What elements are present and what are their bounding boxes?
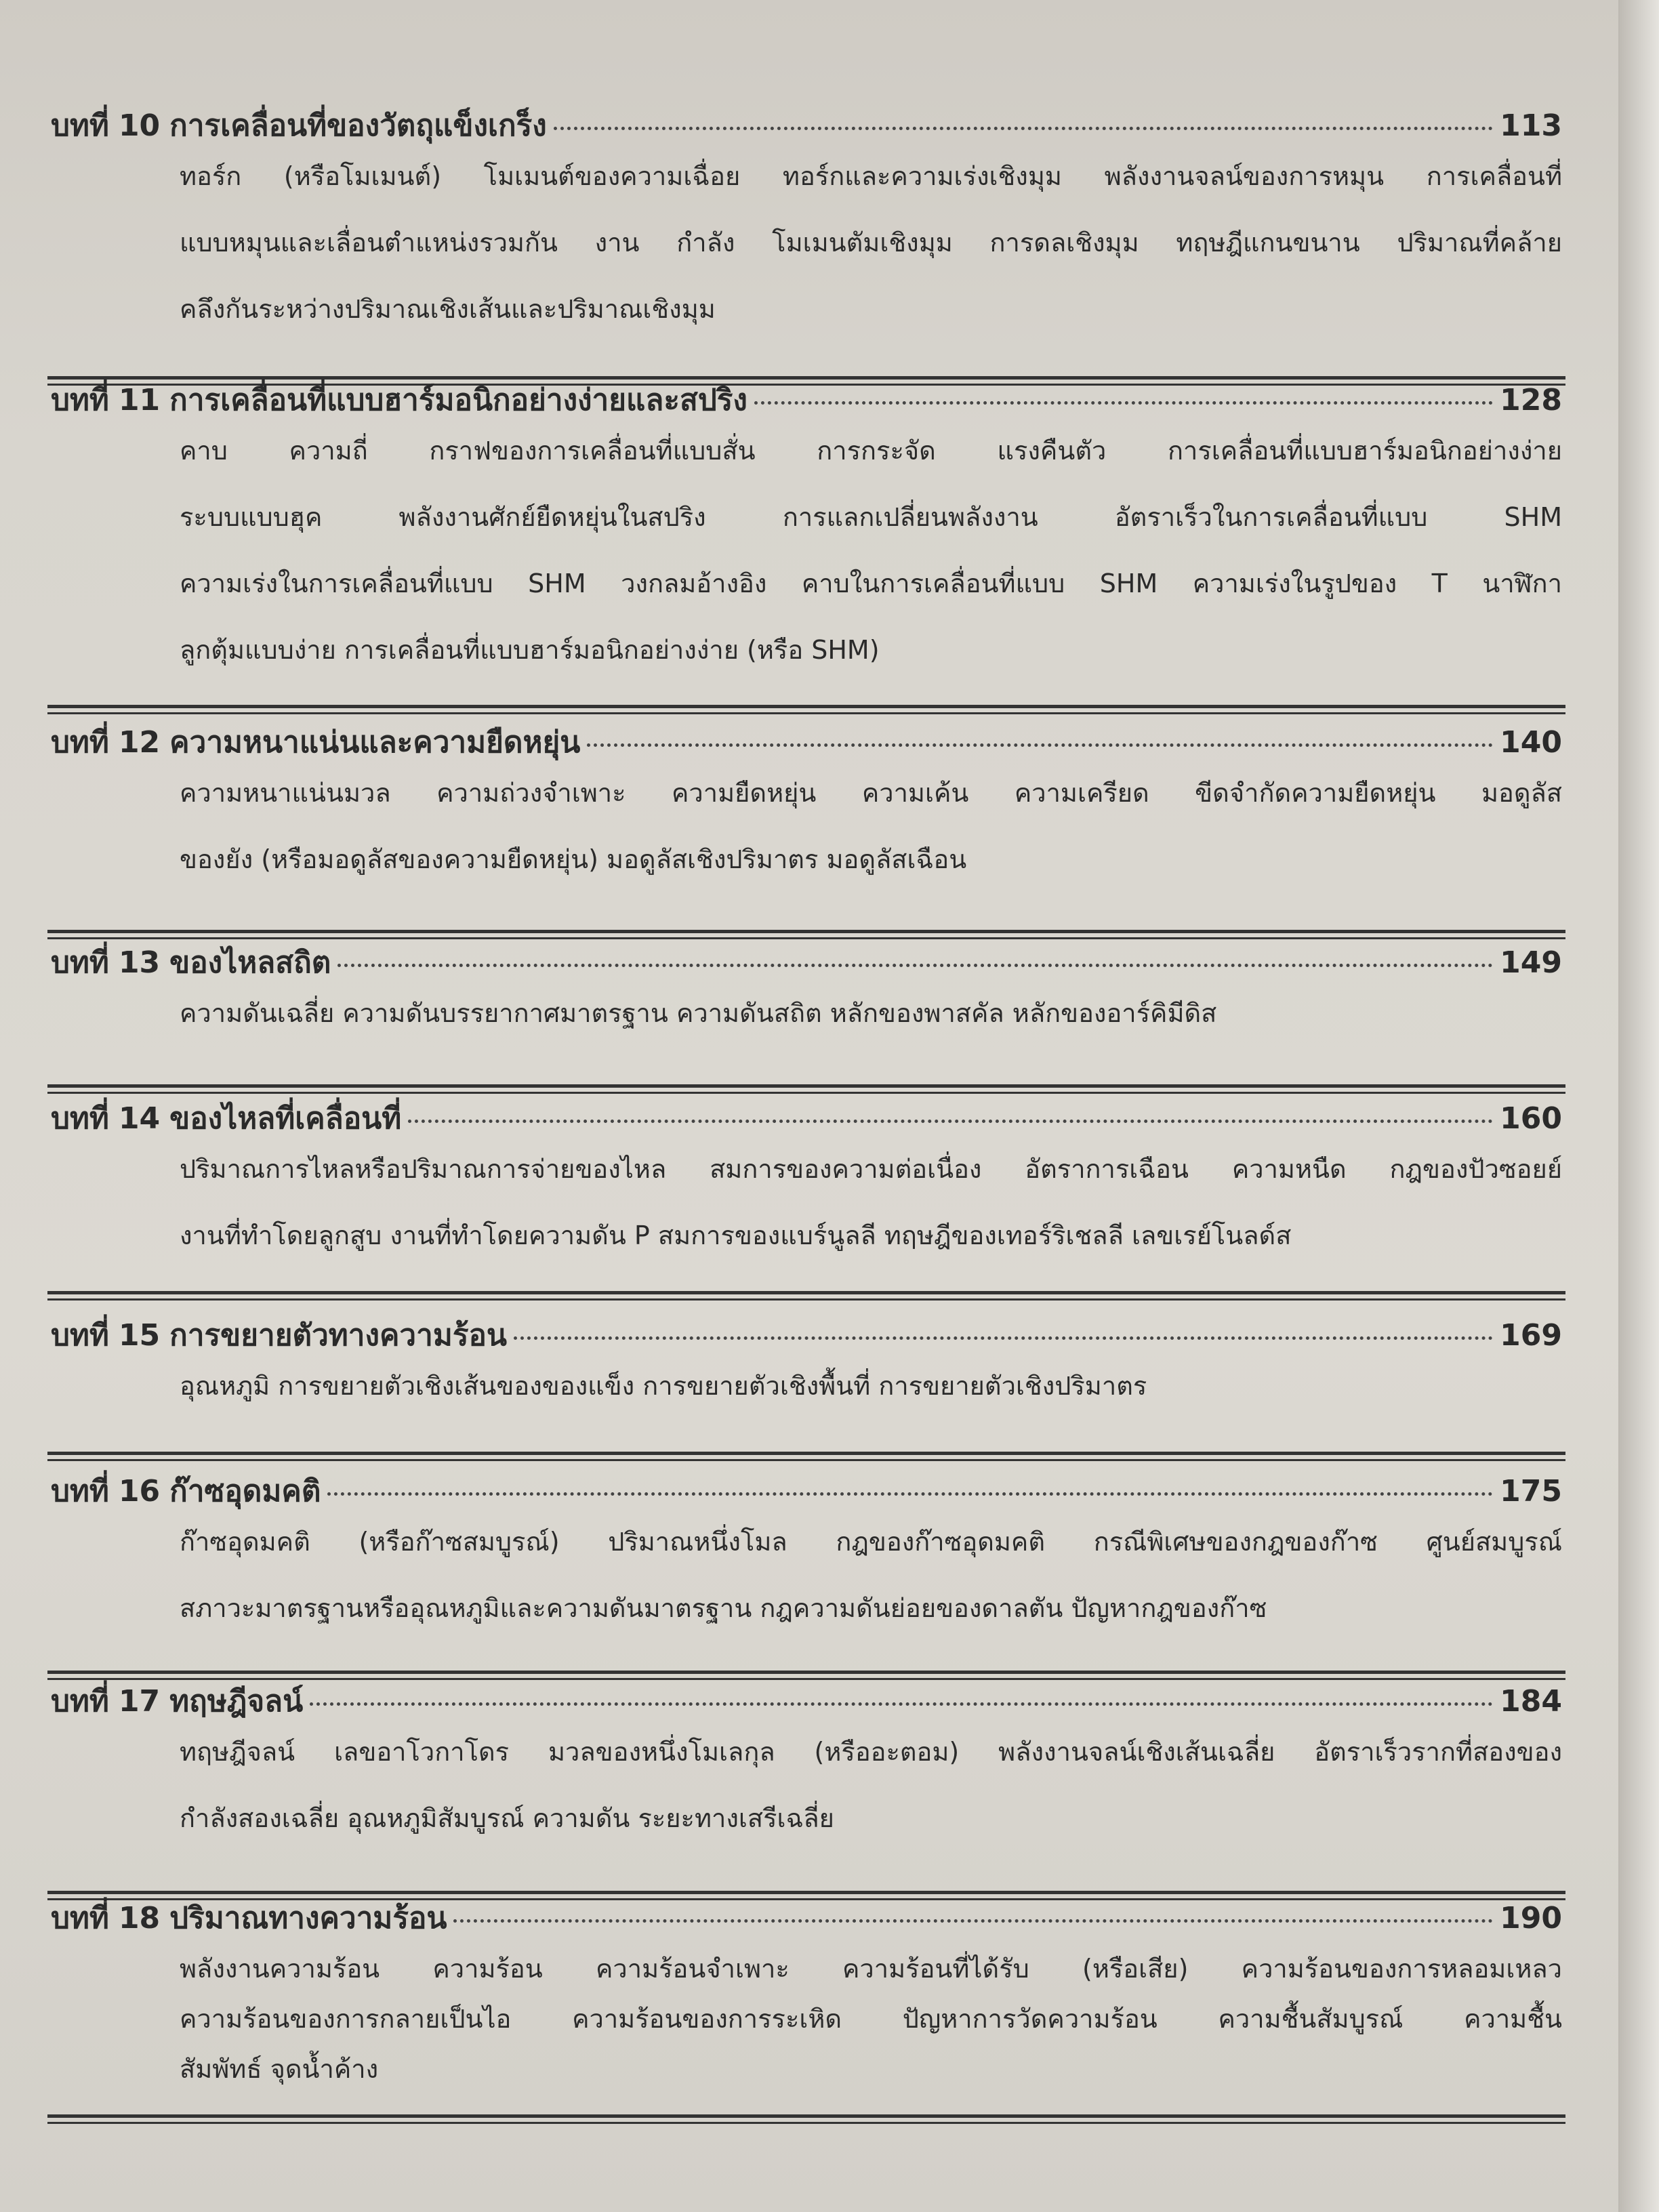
leader-dots	[453, 1919, 1493, 1923]
page-number: 149	[1500, 945, 1562, 980]
page-number: 128	[1500, 383, 1562, 417]
chapter-heading	[51, 1677, 1562, 1718]
topic-line: ก๊าซอุดมคติ (หรือก๊าซสมบูรณ์) ปริมาณหนึ่งโมล กฎของก๊าซอุดมคติ กรณีพิเศษของกฎของก๊าซ ศูนย์สมบูรณ์	[180, 1527, 1562, 1557]
topic-line: ทอร์ก (หรือโมเมนต์) โมเมนต์ของความเฉื่อย ทอร์กและความเร่งเชิงมุม พลังงานจลน์ของการหมุน การเคลื่อนที่	[180, 161, 1562, 191]
chapter-topics	[180, 1732, 1562, 1864]
chapter-heading	[51, 1311, 1562, 1352]
section-divider	[47, 930, 1565, 939]
chapter-title: ความหนาแน่นและความยืดหยุ่น	[169, 725, 581, 760]
chapter-word: บทที่	[51, 1318, 109, 1353]
toc-entry-chapter-11	[51, 376, 1562, 696]
chapter-number: 13	[118, 945, 161, 980]
chapter-topics	[180, 430, 1562, 696]
chapter-title: การขยายตัวทางความร้อน	[169, 1318, 507, 1353]
page-number: 113	[1500, 108, 1562, 143]
chapter-word: บทที่	[51, 383, 109, 417]
topic-line: คาบ ความถี่ กราฟของการเคลื่อนที่แบบสั่น การกระจัด แรงคืนตัว การเคลื่อนที่แบบฮาร์มอนิกอย่างง่าย	[180, 436, 1562, 466]
chapter-word: บทที่	[51, 945, 109, 980]
page-number: 175	[1500, 1474, 1562, 1509]
topic-line: แบบหมุนและเลื่อนตำแหน่งรวมกัน งาน กำลัง โมเมนตัมเชิงมุม การดลเชิงมุม ทฤษฎีแกนขนาน ปริมาณที่คล้าย	[180, 228, 1562, 258]
section-divider	[47, 2114, 1565, 2124]
chapter-number: 16	[118, 1474, 161, 1509]
leader-dots	[587, 743, 1493, 747]
chapter-topics	[180, 773, 1562, 905]
leader-dots	[337, 964, 1493, 967]
chapter-heading	[51, 1467, 1562, 1508]
topic-line: อุณหภูมิ การขยายตัวเชิงเส้นของของแข็ง การขยายตัวเชิงพื้นที่ การขยายตัวเชิงปริมาตร	[180, 1371, 1147, 1401]
chapter-title: การเคลื่อนที่ของวัตถุแข็งเกร็ง	[169, 108, 547, 143]
topic-line: ของยัง (หรือมอดูลัสของความยืดหยุ่น) มอดูลัสเชิงปริมาตร มอดูลัสเฉือน	[180, 844, 967, 874]
chapter-word: บทที่	[51, 108, 109, 143]
toc-entry-chapter-15	[51, 1311, 1562, 1432]
chapter-number: 18	[118, 1901, 161, 1936]
page-number: 160	[1500, 1101, 1562, 1136]
chapter-topics	[180, 1521, 1562, 1654]
toc-entry-chapter-17	[51, 1677, 1562, 1864]
leader-dots	[310, 1702, 1493, 1706]
chapter-number: 12	[118, 725, 161, 760]
chapter-word: บทที่	[51, 1101, 109, 1136]
leader-dots	[408, 1120, 1493, 1123]
topic-line: ความดันเฉลี่ย ความดันบรรยากาศมาตรฐาน ความดันสถิต หลักของพาสคัล หลักของอาร์คิมีดิส	[180, 998, 1217, 1028]
topic-line: กำลังสองเฉลี่ย อุณหภูมิสัมบูรณ์ ความดัน ระยะทางเสรีเฉลี่ย	[180, 1803, 834, 1833]
topic-line: พลังงานความร้อน ความร้อน ความร้อนจำเพาะ ความร้อนที่ได้รับ (หรือเสีย) ความร้อนของการหลอมเหลว	[180, 1954, 1562, 1984]
chapter-heading	[51, 376, 1562, 417]
page-edge	[1618, 0, 1659, 2212]
chapter-word: บทที่	[51, 1474, 109, 1509]
leader-dots	[514, 1336, 1493, 1340]
chapter-word: บทที่	[51, 725, 109, 760]
topic-line: งานที่ทำโดยลูกสูบ งานที่ทำโดยความดัน P สมการของแบร์นูลลี ทฤษฎีของเทอร์ริเชลลี เลขเรย์โนลด์ส	[180, 1221, 1292, 1250]
chapter-title: ปริมาณทางความร้อน	[169, 1901, 447, 1936]
chapter-title: ทฤษฎีจลน์	[169, 1684, 304, 1719]
chapter-title: ก๊าซอุดมคติ	[169, 1474, 321, 1509]
chapter-heading	[51, 718, 1562, 759]
chapter-number: 11	[118, 383, 161, 417]
toc-entry-chapter-10	[51, 102, 1562, 355]
topic-line: ทฤษฎีจลน์ เลขอาโวกาโดร มวลของหนึ่งโมเลกุล (หรืออะตอม) พลังงานจลน์เชิงเส้นเฉลี่ย อัตราเร็วรากที่สองของ	[180, 1737, 1562, 1767]
chapter-number: 15	[118, 1318, 161, 1353]
topic-line: ความร้อนของการกลายเป็นไอ ความร้อนของการระเหิด ปัญหาการวัดความร้อน ความชื้นสัมบูรณ์ ความชื้น	[180, 2004, 1562, 2034]
toc-entry-chapter-12	[51, 718, 1562, 905]
topic-line: ระบบแบบฮุค พลังงานศักย์ยืดหยุ่นในสปริง การแลกเปลี่ยนพลังงาน อัตราเร็วในการเคลื่อนที่แบบ SHM	[180, 502, 1562, 532]
chapter-word: บทที่	[51, 1684, 109, 1719]
chapter-heading	[51, 1894, 1562, 1935]
chapter-number: 17	[118, 1684, 161, 1719]
toc-entry-chapter-13	[51, 939, 1562, 1059]
toc-entry-chapter-14	[51, 1094, 1562, 1282]
topic-line: ความหนาแน่นมวล ความถ่วงจำเพาะ ความยืดหยุ่น ความเค้น ความเครียด ขีดจำกัดความยืดหยุ่น มอดูลัส	[180, 778, 1562, 808]
section-divider	[47, 1291, 1565, 1300]
chapter-heading	[51, 1094, 1562, 1135]
topic-line: ปริมาณการไหลหรือปริมาณการจ่ายของไหล สมการของความต่อเนื่อง อัตราการเฉือน ความหนืด กฎของปัวซอยย์	[180, 1154, 1562, 1184]
chapter-heading	[51, 102, 1562, 142]
section-divider	[47, 1084, 1565, 1094]
topic-line: สภาวะมาตรฐานหรืออุณหภูมิและความดันมาตรฐาน กฎความดันย่อยของดาลตัน ปัญหากฎของก๊าซ	[180, 1593, 1267, 1623]
page-number: 190	[1500, 1901, 1562, 1936]
leader-dots	[754, 401, 1493, 405]
page-number: 169	[1500, 1318, 1562, 1353]
chapter-title: ของไหลสถิต	[169, 945, 331, 980]
chapter-topics	[180, 993, 1562, 1059]
chapter-heading	[51, 939, 1562, 979]
chapter-title: การเคลื่อนที่แบบฮาร์มอนิกอย่างง่ายและสปริง	[169, 383, 747, 417]
chapter-word: บทที่	[51, 1901, 109, 1936]
topic-line: ลูกตุ้มแบบง่าย การเคลื่อนที่แบบฮาร์มอนิกอย่างง่าย (หรือ SHM)	[180, 635, 880, 665]
chapter-topics	[180, 1149, 1562, 1282]
toc-entry-chapter-16	[51, 1467, 1562, 1654]
chapter-topics	[180, 1948, 1562, 2099]
page-number: 140	[1500, 725, 1562, 760]
leader-dots	[554, 127, 1493, 130]
topic-line: ความเร่งในการเคลื่อนที่แบบ SHM วงกลมอ้างอิง คาบในการเคลื่อนที่แบบ SHM ความเร่งในรูปของ T นาฬิกา	[180, 569, 1562, 598]
chapter-number: 10	[118, 108, 161, 143]
leader-dots	[327, 1492, 1493, 1496]
chapter-topics	[180, 1366, 1562, 1432]
section-divider	[47, 1452, 1565, 1461]
chapter-topics	[180, 156, 1562, 355]
section-divider	[47, 705, 1565, 714]
chapter-title: ของไหลที่เคลื่อนที่	[169, 1101, 402, 1136]
page-number: 184	[1500, 1684, 1562, 1719]
chapter-number: 14	[118, 1101, 161, 1136]
toc-entry-chapter-18	[51, 1894, 1562, 2099]
topic-line: คลึงกันระหว่างปริมาณเชิงเส้นและปริมาณเชิงมุม	[180, 294, 716, 324]
topic-line: สัมพัทธ์ จุดน้ำค้าง	[180, 2054, 379, 2084]
